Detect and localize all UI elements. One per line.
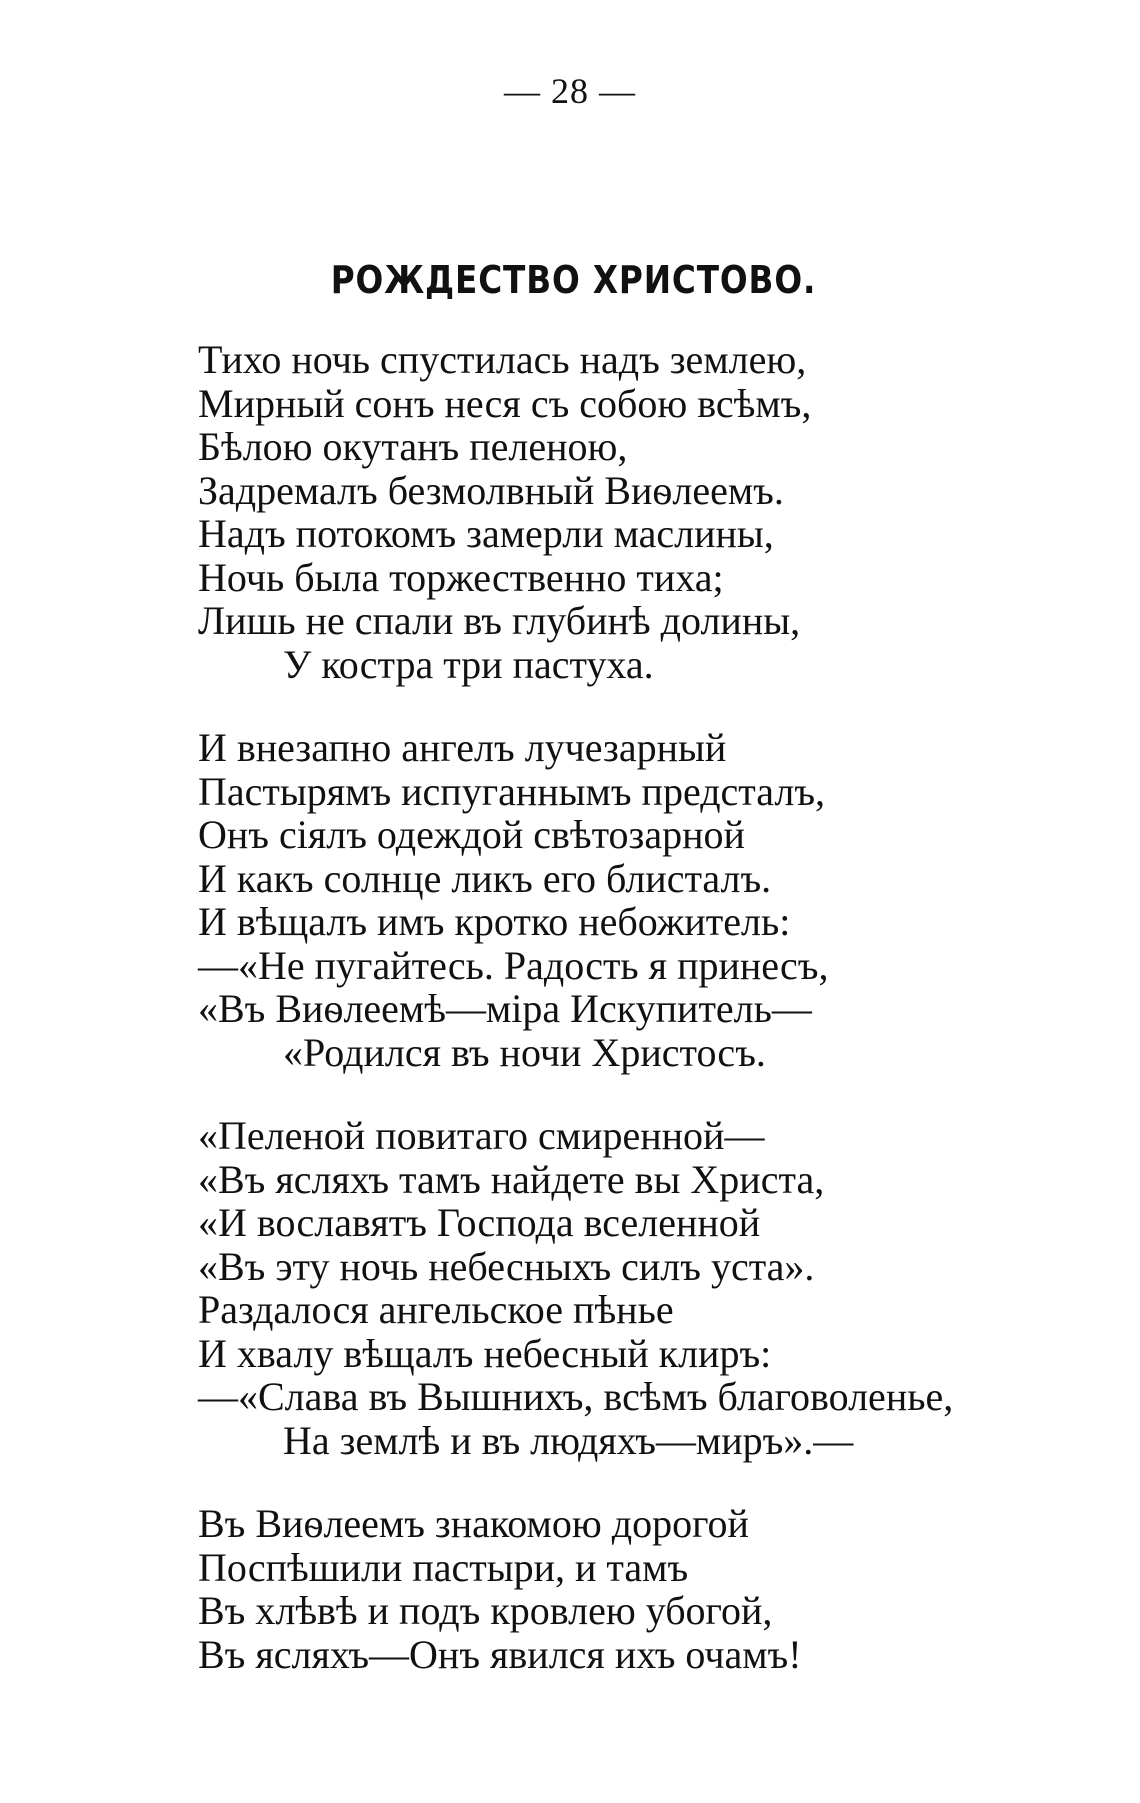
poem-line: И какъ солнце ликъ его блисталъ. bbox=[198, 855, 772, 901]
poem-line: Мирный сонъ неся съ собою всѣмъ, bbox=[198, 380, 812, 426]
poem-line: «Пеленой повитаго смиренной— bbox=[198, 1113, 765, 1158]
poem-line-indented: На землѣ и въ людяхъ—миръ».— bbox=[283, 1417, 854, 1463]
poem-line: «Въ эту ночь небесныхъ силъ уста». bbox=[198, 1243, 815, 1289]
poem-body bbox=[198, 338, 1098, 1716]
poem-line: «Въ Виѳлеемѣ—міра Искупитель— bbox=[198, 986, 812, 1031]
poem-title: РОЖДЕСТВО ХРИСТОВО. bbox=[330, 258, 817, 302]
stanza-1 bbox=[198, 338, 1098, 686]
poem-line: Поспѣшили пастыри, и тамъ bbox=[198, 1544, 689, 1590]
poem-line: Задремалъ безмолвный Виѳлеемъ. bbox=[198, 467, 784, 513]
poem-line: Раздалося ангельское пѣнье bbox=[198, 1287, 674, 1332]
poem-line: Бѣлою окутанъ пеленою, bbox=[198, 424, 628, 469]
stanza-2 bbox=[198, 726, 1098, 1074]
poem-line: Въ хлѣвѣ и подъ кровлею убогой, bbox=[198, 1588, 773, 1633]
poem-line: И хвалу вѣщалъ небесный клиръ: bbox=[198, 1330, 772, 1376]
poem-line: Лишь не спали въ глубинѣ долины, bbox=[198, 598, 801, 643]
poem-line-indented: «Родился въ ночи Христосъ. bbox=[283, 1029, 766, 1075]
poem-line: «Въ ясляхъ тамъ найдете вы Христа, bbox=[198, 1156, 825, 1202]
poem-line: Пастырямъ испуганнымъ предсталъ, bbox=[198, 768, 826, 814]
poem-line: Надъ потокомъ замерли маслины, bbox=[198, 511, 774, 556]
poem-line: —«Слава въ Вышнихъ, всѣмъ благоволенье, bbox=[198, 1374, 954, 1419]
poem-line: Тихо ночь спустилась надъ землею, bbox=[198, 337, 807, 382]
poem-line: «И вославятъ Господа вселенной bbox=[198, 1200, 761, 1245]
poem-line: Онъ сіялъ одеждой свѣтозарной bbox=[198, 812, 745, 857]
poem-line: Въ Виѳлеемъ знакомою дорогой bbox=[198, 1501, 749, 1546]
poem-line: Ночь была торжественно тиха; bbox=[198, 554, 724, 600]
stanza-4 bbox=[198, 1502, 1098, 1676]
poem-line: И вѣщалъ имъ кротко небожитель: bbox=[198, 899, 791, 944]
poem-line: —«Не пугайтесь. Радость я принесъ, bbox=[198, 942, 829, 988]
poem-line: Въ ясляхъ—Онъ явился ихъ очамъ! bbox=[198, 1631, 802, 1677]
poem-line: И внезапно ангелъ лучезарный bbox=[198, 725, 727, 770]
page-number: — 28 — bbox=[504, 71, 636, 111]
stanza-3 bbox=[198, 1114, 1098, 1462]
poem-line-indented: У костра три пастуха. bbox=[283, 641, 654, 687]
